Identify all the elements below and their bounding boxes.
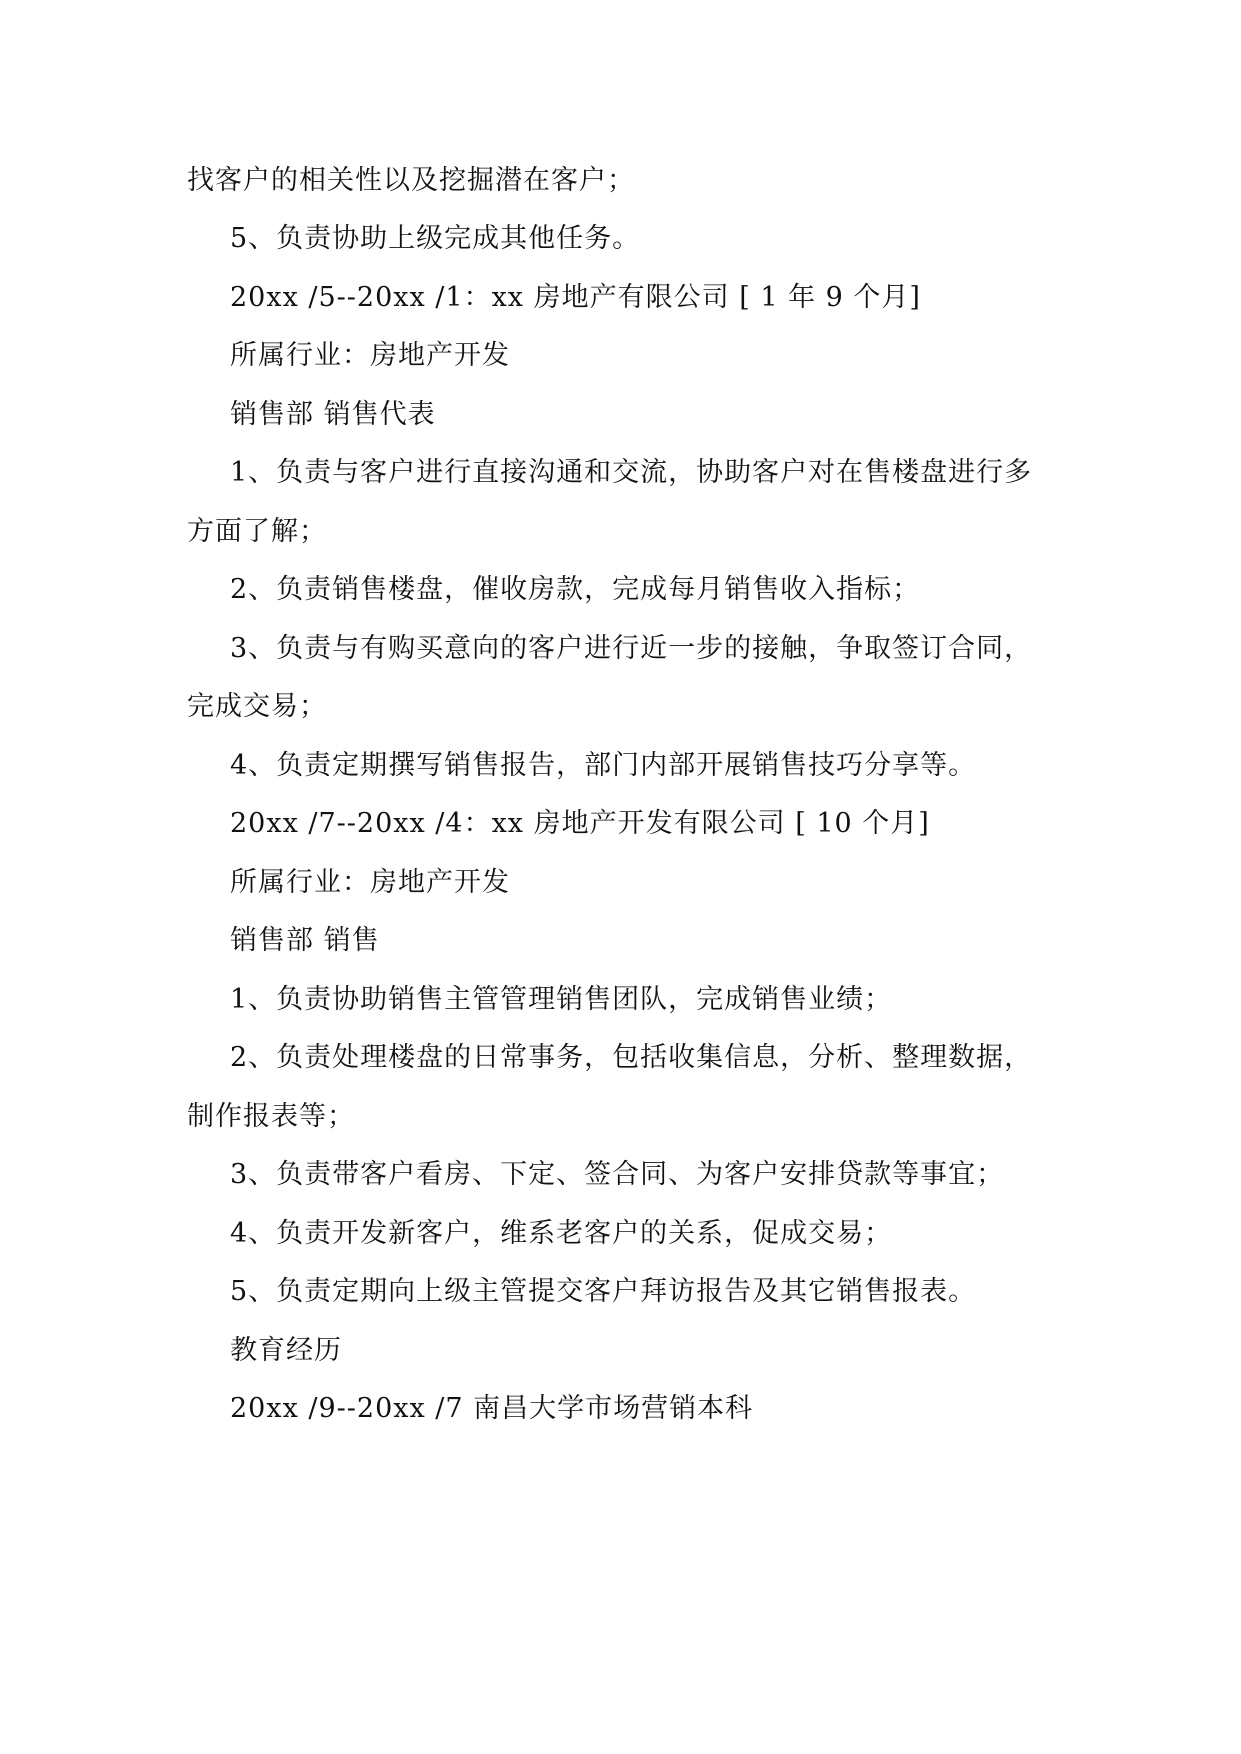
duty-item: 3、负责与有购买意向的客户进行近一步的接触，争取签订合同， [230,633,1033,664]
department-position-line: 销售部 销售代表 [230,399,436,430]
industry-line: 所属行业：房地产开发 [230,867,510,898]
duty-item: 1、负责与客户进行直接沟通和交流，协助客户对在售楼盘进行多 [230,457,1033,488]
duty-item: 3、负责带客户看房、下定、签合同、为客户安排贷款等事宜； [230,1159,1005,1190]
job-period-heading: 20xx /7--20xx /4：xx 房地产开发有限公司 [ 10 个月] [230,808,930,839]
duty-item: 2、负责销售楼盘，催收房款，完成每月销售收入指标； [230,574,921,605]
text-line: 5、负责协助上级完成其他任务。 [230,223,641,254]
industry-line: 所属行业：房地产开发 [230,340,510,371]
education-entry: 20xx /9--20xx /7 南昌大学市场营销本科 [230,1393,754,1424]
duty-item: 4、负责开发新客户，维系老客户的关系，促成交易； [230,1218,893,1249]
department-position-line: 销售部 销售 [230,925,380,956]
duty-item: 2、负责处理楼盘的日常事务，包括收集信息，分析、整理数据， [230,1042,1033,1073]
text-line: 找客户的相关性以及挖掘潜在客户； [187,165,635,196]
duty-item-continuation: 完成交易； [187,691,327,722]
duty-item-continuation: 方面了解； [187,516,327,547]
section-heading-education: 教育经历 [230,1335,342,1366]
duty-item-continuation: 制作报表等； [187,1101,355,1132]
duty-item: 5、负责定期向上级主管提交客户拜访报告及其它销售报表。 [230,1276,977,1307]
job-period-heading: 20xx /5--20xx /1：xx 房地产有限公司 [ 1 年 9 个月] [230,282,921,313]
duty-item: 4、负责定期撰写销售报告，部门内部开展销售技巧分享等。 [230,750,977,781]
duty-item: 1、负责协助销售主管管理销售团队，完成销售业绩； [230,984,893,1015]
